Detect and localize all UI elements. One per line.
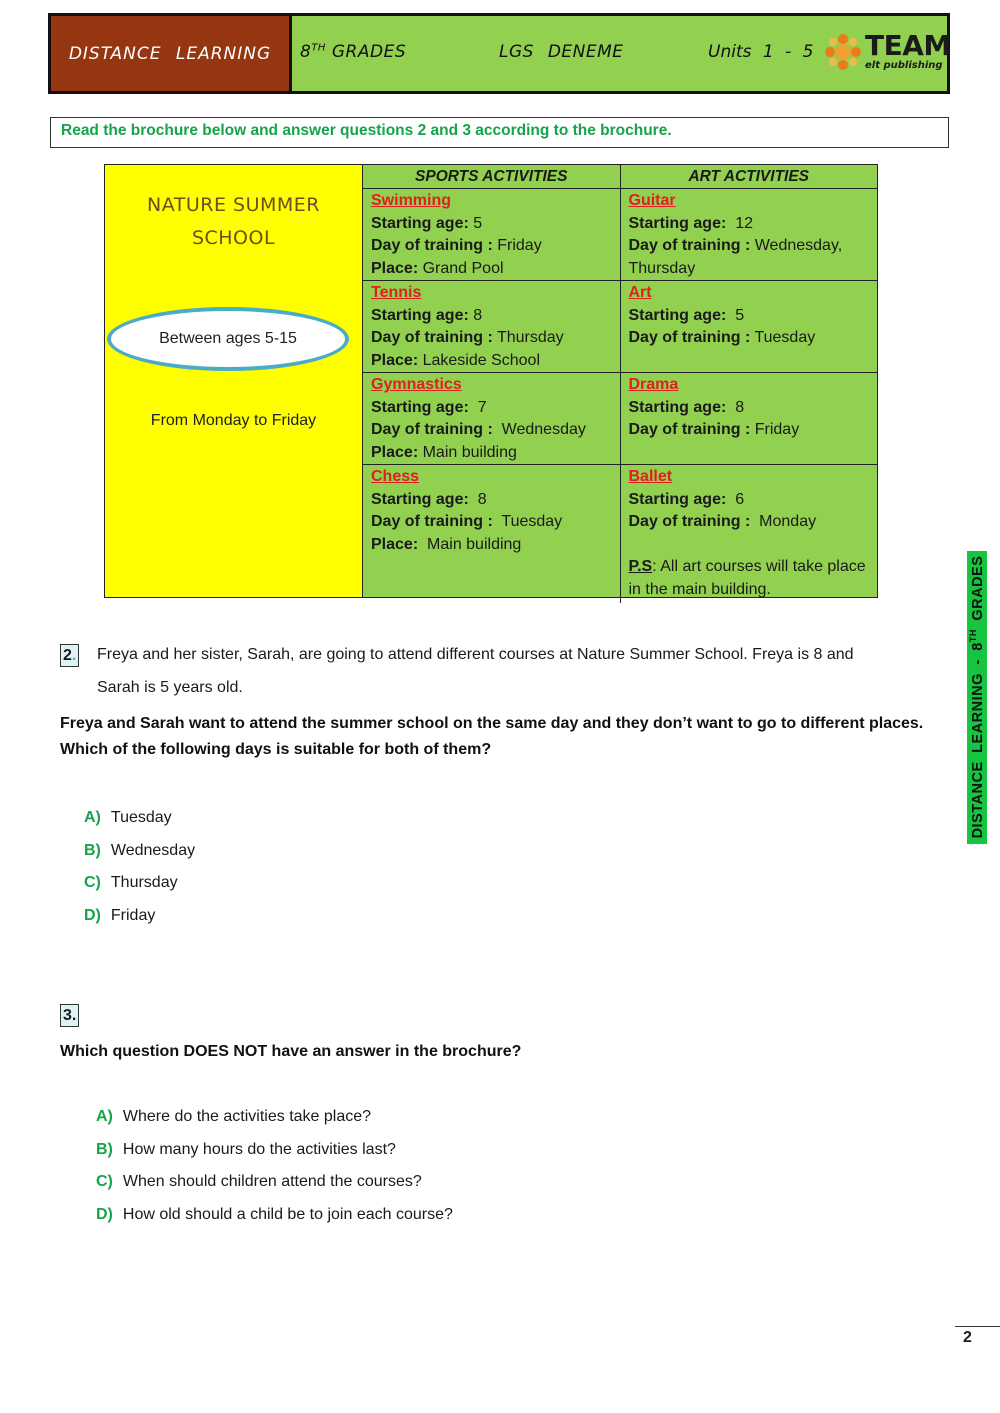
side-tab-text: DISTANCE LEARNING - 8TH GRADES [968,555,986,839]
team-logo-icon [824,33,862,71]
question-2-prompt: Freya and Sarah want to attend the summer school on the same day and they don’t want to go to different places. Which of the following days is suitable for both of them? [60,715,924,758]
sport-cell: Chess Starting age: 8 Day of training : Tuesday Place: Main building [363,465,620,603]
team-logo-text [865,29,951,71]
header-grades: 8TH GRADES [300,42,407,62]
q2-option-b[interactable]: B) Wednesday [84,842,196,859]
sport-cell: Gymnastics Starting age: 7 Day of training : Wednesday Place: Main building [363,373,620,464]
sport-cell: Tennis Starting age: 8 Day of training : Thursday Place: Lakeside School [363,281,620,372]
art-cell: Art Starting age: 5 Day of training : Tuesday [620,281,878,372]
activity-name: Swimming [371,192,452,209]
question-2-number: 2. [60,644,79,667]
table-row [363,373,877,465]
brochure-intro-panel [105,165,363,597]
header-exam: LGS DENEME [499,42,624,62]
sport-cell: Swimming Starting age: 5 Day of training : Friday Place: Grand Pool [363,189,620,280]
header-units: Units 1 - 5 [708,42,814,62]
header-title: DISTANCE LEARNING [51,16,292,91]
art-cell: Guitar Starting age: 12 Day of training : Wednesday, Thursday [620,189,878,280]
art-cell: Drama Starting age: 8 Day of training : Friday [620,373,878,464]
page-header [48,13,950,94]
header-info [292,16,951,91]
activity-name: Gymnastics [371,376,462,393]
table-row [363,281,877,373]
activity-name: Tennis [371,284,422,301]
logo-subtitle: elt publishing [865,60,943,71]
page-number: 2 [963,1329,972,1346]
activity-name: Drama [628,376,679,393]
question-2-text-line2: Sarah is 5 years old. [97,679,243,696]
sports-header: SPORTS ACTIVITIES [415,168,568,185]
q2-option-c[interactable]: C) Thursday [84,874,178,891]
activity-name: Art [628,284,652,301]
table-row [363,189,877,281]
activity-name: Guitar [628,192,676,209]
ps-note: P.S: All art courses will take place in the main building. [628,558,866,598]
art-header: ART ACTIVITIES [620,165,878,188]
table-header-row [363,165,877,189]
q3-option-d[interactable]: D) How old should a child be to join each course? [96,1206,453,1223]
question-3-number: 3. [60,1004,79,1027]
page-number-divider [955,1326,1000,1327]
activity-name: Ballet [628,468,673,485]
activities-table [363,165,877,597]
q3-option-c[interactable]: C) When should children attend the courses? [96,1173,422,1190]
table-row [363,465,877,603]
logo-name: TEAM [865,29,951,62]
art-cell: Ballet Starting age: 6 Day of training : Monday P.S: All art courses will take place in the main building. [620,465,878,603]
q3-option-b[interactable]: B) How many hours do the activities last? [96,1141,396,1158]
question-3-prompt: Which question DOES NOT have an answer in the brochure? [60,1043,522,1060]
q2-option-a[interactable]: A) Tuesday [84,809,172,826]
activity-name: Chess [371,468,420,485]
q3-option-a[interactable]: A) Where do the activities take place? [96,1108,372,1125]
instruction-box: Read the brochure below and answer questions 2 and 3 according to the brochure. [50,117,949,148]
ages-oval: Between ages 5-15 [107,307,349,371]
school-name: NATURE SUMMER SCHOOL [147,194,320,249]
q2-option-d[interactable]: D) Friday [84,907,156,924]
days-range: From Monday to Friday [150,412,317,429]
brochure [104,164,878,598]
question-2-text-line1: Freya and her sister, Sarah, are going to attend different courses at Nature Summer School. Freya is 8 and [97,646,854,663]
